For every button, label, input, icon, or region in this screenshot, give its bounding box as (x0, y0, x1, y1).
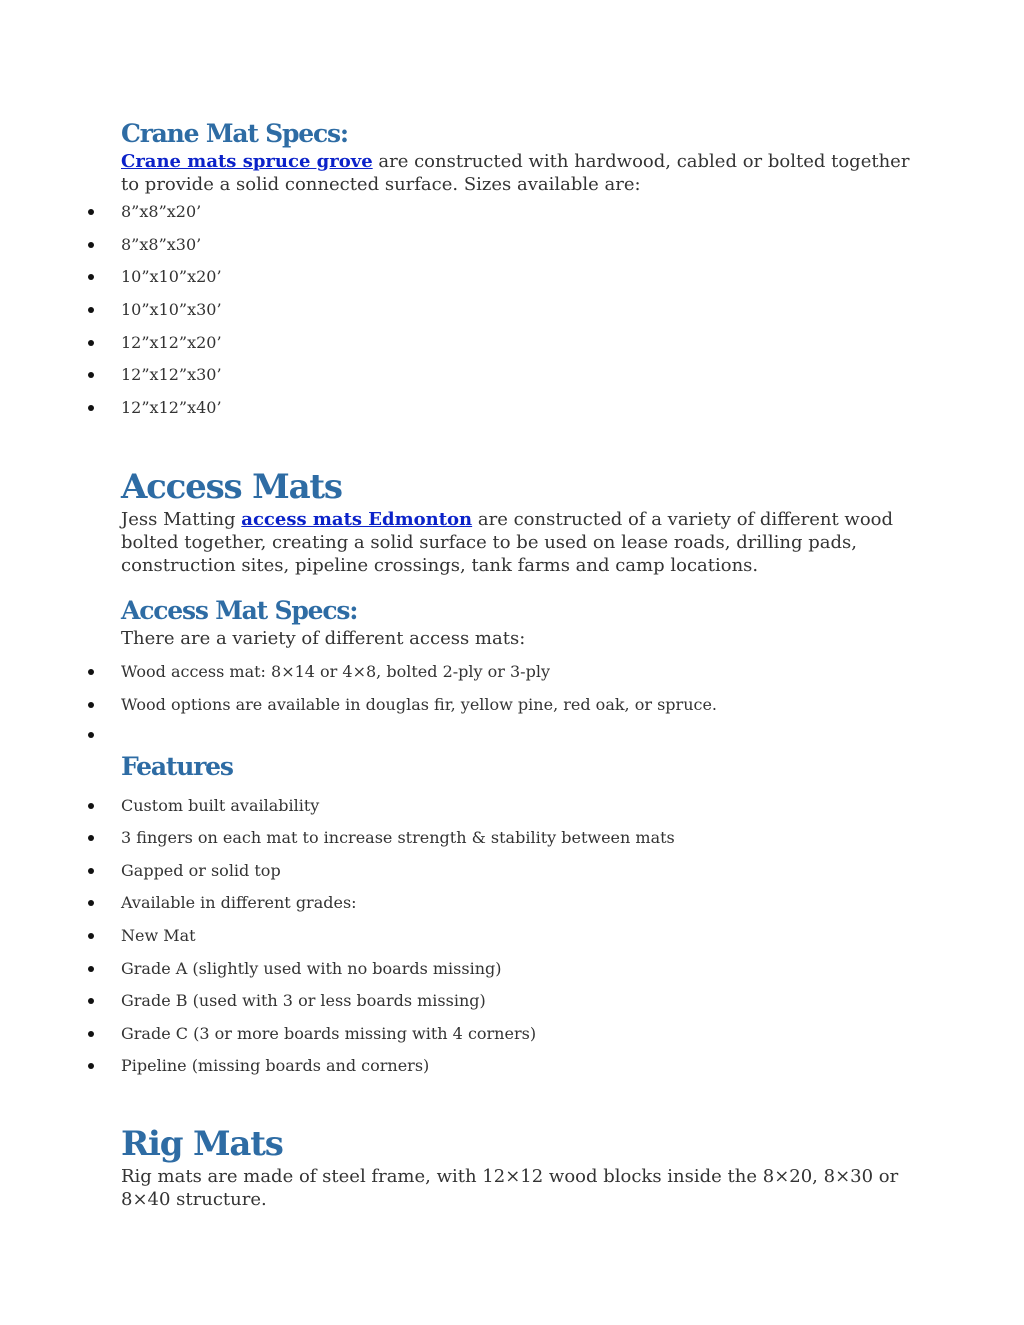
access-mat-specs-intro: There are a variety of different access mats: (121, 628, 526, 650)
rig-mats-heading: Rig Mats (121, 1123, 283, 1164)
list-item (121, 920, 911, 953)
access-mats-heading: Access Mats (121, 467, 342, 508)
bullet-icon (88, 803, 94, 809)
crane-mat-specs-heading: Crane Mat Specs: (121, 119, 348, 148)
bullet-icon (88, 998, 94, 1004)
size-label: 8”x8”x30’ (121, 234, 202, 254)
bullet-icon (88, 209, 94, 215)
list-item-empty (121, 721, 911, 749)
bullet-icon (88, 835, 94, 841)
access-mats-intro-text: Jess Matting (121, 509, 242, 531)
rig-mats-paragraph: Rig mats are made of steel frame, with 12×12 wood blocks inside the 8×20, 8×30 or 8×40 structure. (121, 1165, 899, 1210)
list-item (121, 359, 911, 392)
bullet-icon (88, 702, 94, 708)
list-item (121, 392, 911, 425)
list-item (121, 952, 911, 985)
crane-mat-specs-text: are constructed with hardwood, cabled or bolted together to provide a solid connected surface. Sizes available are: (121, 151, 910, 195)
bullet-icon (88, 900, 94, 906)
spec-label: Wood access mat: 8×14 or 4×8, bolted 2-ply or 3-ply (121, 662, 550, 682)
bullet-icon (88, 1031, 94, 1037)
list-item (121, 294, 911, 327)
feature-label: Available in different grades: (121, 893, 357, 913)
list-item (121, 196, 911, 229)
list-item (121, 229, 911, 262)
feature-label: New Mat (121, 926, 196, 946)
bullet-icon (88, 933, 94, 939)
access-mat-specs-list (121, 656, 911, 749)
size-label: 10”x10”x20’ (121, 267, 222, 287)
crane-mats-spruce-grove-link[interactable]: Crane mats spruce grove (121, 151, 373, 172)
access-mats-text: are constructed of a variety of different wood bolted together, creating a solid surface to be used on lease roads, drilling pads, construction sites, pipeline crossings, tank farms and camp locations. (121, 509, 894, 577)
size-label: 12”x12”x40’ (121, 397, 222, 417)
list-item (121, 1018, 911, 1051)
bullet-icon (88, 1063, 94, 1069)
bullet-icon (88, 340, 94, 346)
bullet-icon (88, 405, 94, 411)
list-item (121, 261, 911, 294)
feature-label: Custom built availability (121, 795, 320, 815)
list-item (121, 656, 911, 689)
feature-label: Gapped or solid top (121, 860, 281, 880)
bullet-icon (88, 274, 94, 280)
bullet-icon (88, 307, 94, 313)
size-label: 12”x12”x30’ (121, 365, 222, 385)
size-label: 12”x12”x20’ (121, 332, 222, 352)
feature-label: Grade A (slightly used with no boards missing) (121, 958, 502, 978)
features-heading: Features (121, 752, 233, 782)
feature-label: Grade C (3 or more boards missing with 4 corners) (121, 1023, 537, 1043)
list-item (121, 822, 911, 855)
features-list (121, 789, 911, 1082)
list-item (121, 689, 911, 722)
bullet-icon (88, 868, 94, 874)
list-item (121, 789, 911, 822)
access-mats-paragraph (121, 508, 911, 577)
bullet-icon (88, 242, 94, 248)
spec-label: Wood options are available in douglas fir, yellow pine, red oak, or spruce. (121, 695, 718, 715)
list-item (121, 887, 911, 920)
size-label: 10”x10”x30’ (121, 300, 222, 320)
feature-label: 3 fingers on each mat to increase strength & stability between mats (121, 828, 675, 848)
list-item (121, 326, 911, 359)
list-item (121, 985, 911, 1018)
bullet-icon (88, 966, 94, 972)
access-mat-specs-heading: Access Mat Specs: (121, 596, 358, 626)
bullet-icon (88, 732, 94, 738)
feature-label: Grade B (used with 3 or less boards missing) (121, 991, 486, 1011)
crane-mat-sizes-list (121, 196, 911, 424)
list-item (121, 855, 911, 888)
access-mats-edmonton-link[interactable]: access mats Edmonton (241, 509, 473, 531)
list-item (121, 1050, 911, 1083)
bullet-icon (88, 372, 94, 378)
size-label: 8”x8”x20’ (121, 202, 202, 222)
document-content (121, 118, 911, 1211)
feature-label: Pipeline (missing boards and corners) (121, 1056, 430, 1076)
crane-mat-specs-paragraph (121, 150, 911, 196)
bullet-icon (88, 669, 94, 675)
